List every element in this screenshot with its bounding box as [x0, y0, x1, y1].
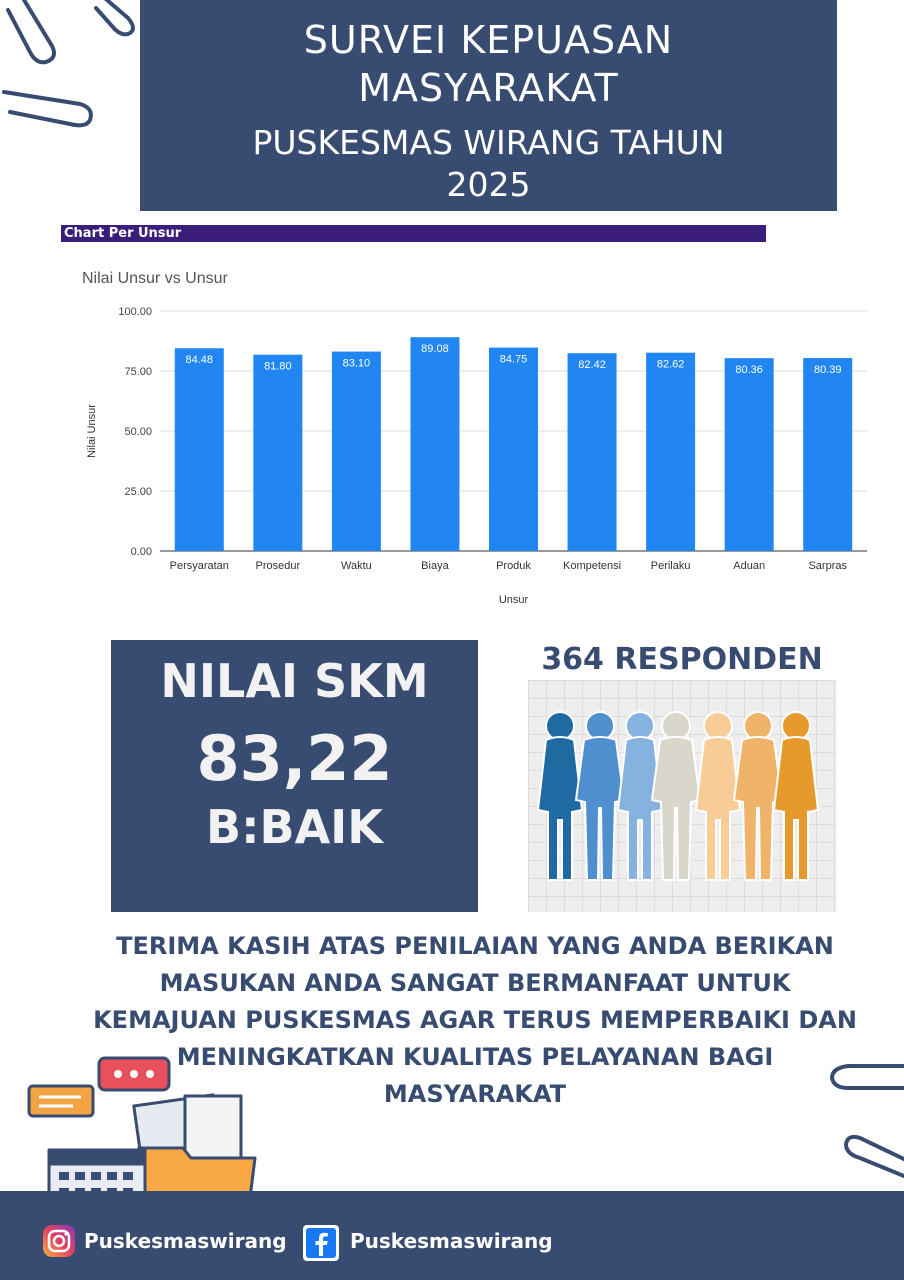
message-line: TERIMA KASIH ATAS PENILAIAN YANG ANDA BERIKAN [116, 932, 834, 960]
x-axis-label: Unsur [498, 594, 529, 606]
bar [410, 337, 459, 551]
message-line: MENINGKATKAN KUALITAS PELAYANAN BAGI [176, 1043, 774, 1071]
person-icon [652, 712, 700, 880]
y-axis-label: Nilai Unsur [86, 404, 98, 458]
people-group-icon [528, 680, 836, 912]
x-tick-label: Prosedur [255, 560, 301, 572]
subtitle-line: 2025 [446, 165, 531, 204]
instagram-icon[interactable] [42, 1224, 76, 1258]
bar [332, 352, 381, 551]
header-banner [140, 0, 837, 211]
person-icon [696, 712, 740, 880]
person-icon [576, 712, 624, 880]
x-tick-label: Waktu [341, 560, 372, 572]
page-subtitle [140, 122, 837, 206]
x-tick-label: Sarpras [808, 560, 847, 572]
facebook-handle[interactable]: Puskesmaswirang [350, 1229, 553, 1253]
data-label: 83.10 [342, 357, 371, 370]
data-label: 80.39 [813, 364, 842, 377]
bar [253, 355, 302, 551]
x-tick-label: Kompetensi [563, 560, 622, 572]
data-label: 84.48 [185, 354, 214, 367]
facebook-icon[interactable] [302, 1224, 340, 1262]
x-tick-label: Persyaratan [169, 560, 229, 572]
bar [725, 358, 774, 551]
data-label: 89.08 [421, 343, 449, 356]
x-tick-label: Biaya [421, 560, 449, 572]
instagram-handle[interactable]: Puskesmaswirang [84, 1229, 287, 1253]
data-label: 81.80 [264, 360, 292, 373]
bar [489, 348, 538, 551]
data-label: 82.62 [656, 358, 685, 371]
bar-chart [60, 243, 880, 608]
skm-grade: B:BAIK [206, 800, 383, 854]
x-tick-label: Aduan [733, 560, 766, 572]
person-icon [774, 712, 818, 880]
message-line: MASUKAN ANDA SANGAT BERMANFAAT UNTUK [159, 969, 791, 997]
y-tick-label: 0.00 [130, 546, 152, 558]
bar [568, 353, 617, 551]
title-line: SURVEI KEPUASAN [303, 18, 674, 62]
title-line: MASYARAKAT [358, 66, 619, 110]
paperclip-icon [0, 0, 140, 140]
respondents-label: 364 RESPONDEN [541, 642, 823, 677]
skm-box [111, 640, 478, 912]
x-tick-label: Perilaku [650, 560, 691, 572]
chart-title: Nilai Unsur vs Unsur [82, 270, 228, 287]
skm-label: NILAI SKM [160, 654, 429, 708]
bar [803, 358, 852, 551]
data-label: 80.36 [735, 364, 763, 377]
x-tick-label: Produk [496, 560, 531, 572]
skm-value: 83,22 [196, 722, 393, 795]
data-label: 82.42 [578, 359, 606, 372]
y-tick-label: 50.00 [124, 426, 152, 438]
subtitle-line: PUSKESMAS WIRANG TAHUN [252, 123, 725, 162]
bar [646, 353, 695, 551]
page-title [140, 16, 837, 112]
message-line: MASYARAKAT [383, 1080, 567, 1108]
y-tick-label: 25.00 [124, 486, 152, 498]
y-tick-label: 75.00 [124, 366, 152, 378]
data-label: 84.75 [499, 353, 528, 366]
chart-section-label: Chart Per Unsur [61, 225, 766, 242]
person-icon [538, 712, 582, 880]
message-line: KEMAJUAN PUSKESMAS AGAR TERUS MEMPERBAIKI DAN [93, 1006, 857, 1034]
y-tick-label: 100.00 [118, 306, 152, 318]
bar [175, 348, 224, 551]
